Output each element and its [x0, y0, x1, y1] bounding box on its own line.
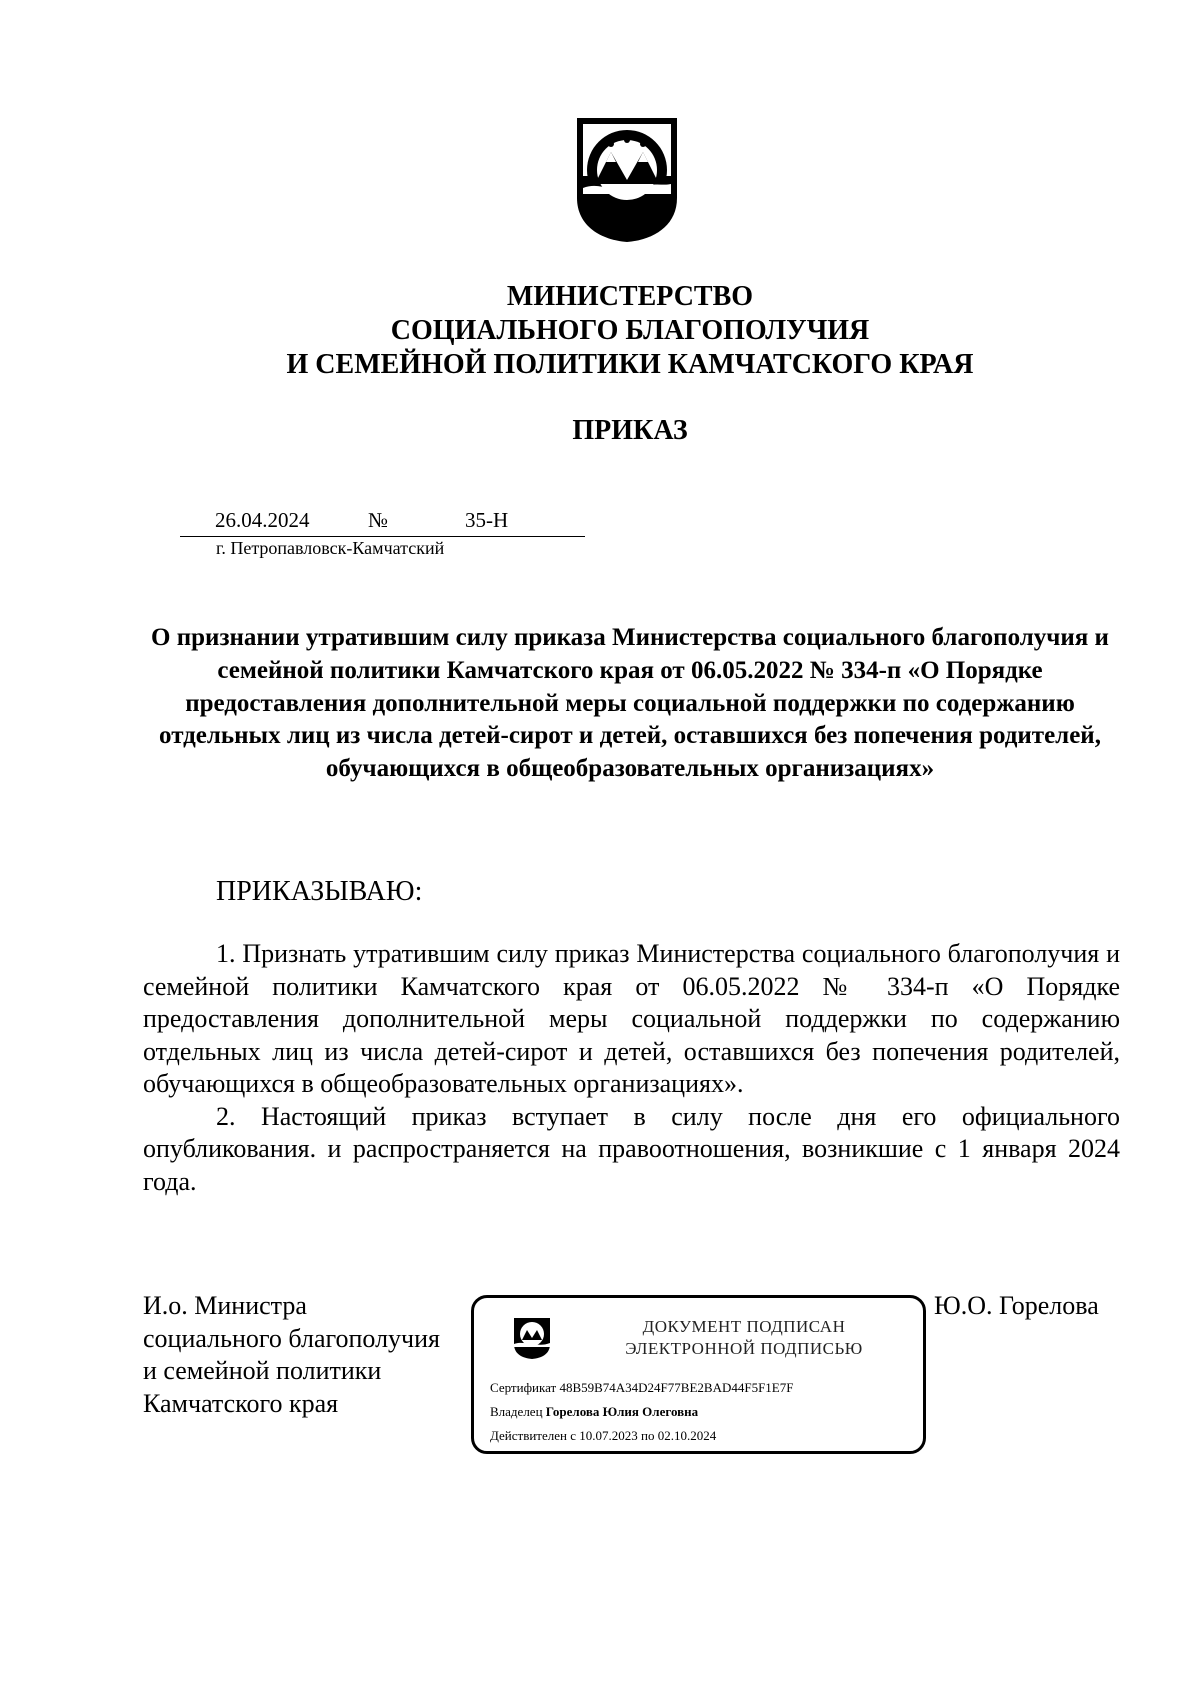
signatory-position	[143, 1290, 440, 1420]
document-title: О признании утратившим силу приказа Министерства социального благополучия и семейной политики Камчатского края от 06.05.2022 № 334-п «О Порядке предоставления дополнительной меры социальной поддержки по содержанию отдельных лиц из числа детей-сирот и детей, оставшихся без попечения родителей, обучающихся в общеобразовательных организациях»	[151, 624, 1109, 783]
stamp-heading-line-1: ДОКУМЕНТ ПОДПИСАН	[642, 1317, 846, 1336]
number-sign: №	[368, 508, 389, 532]
header-line-2: СОЦИАЛЬНОГО БЛАГОПОЛУЧИЯ	[390, 315, 870, 346]
signatory-name: Ю.О. Горелова	[934, 1291, 1099, 1320]
date-number-line	[180, 508, 585, 537]
header-line-3: И СЕМЕЙНОЙ ПОЛИТИКИ КАМЧАТСКОГО КРАЯ	[286, 349, 974, 380]
paragraph-2: 2. Настоящий приказ вступает в силу после дня его официального опубликования. и распространяется на правоотношения, возникшие с 1 января 2024 года.	[143, 1101, 1120, 1196]
stamp-validity-row	[490, 1428, 716, 1444]
valid-to: 02.10.2024	[657, 1428, 717, 1443]
stamp-heading-line-2: ЭЛЕКТРОННОЙ ПОДПИСЬЮ	[625, 1339, 863, 1358]
valid-from: 10.07.2023	[579, 1428, 638, 1443]
stamp-emblem-icon	[510, 1316, 554, 1360]
certificate-label: Сертификат	[490, 1380, 557, 1395]
document-number: 35-Н	[465, 508, 509, 532]
valid-label: Действителен с	[490, 1428, 576, 1443]
signatory-position-line: Камчатского края	[143, 1388, 339, 1418]
owner-value: Горелова Юлия Олеговна	[545, 1404, 699, 1419]
city: г. Петропавловск-Камчатский	[216, 538, 445, 558]
document-type: ПРИКАЗ	[572, 415, 688, 446]
document-date: 26.04.2024	[215, 508, 310, 532]
paragraph-1: 1. Признать утратившим силу приказ Министерства социального благополучия и семейной политики Камчатского края от 06.05.2022 № 334-п «О Порядке предоставления дополнительной меры социальной поддержки по содержанию отдельных лиц из числа детей-сирот и детей, оставшихся без попечения родителей, обучающихся в общеобразовательных организациях».	[143, 939, 1120, 1098]
document-body	[143, 938, 1120, 1198]
owner-label: Владелец	[490, 1404, 543, 1419]
header-line-1: МИНИСТЕРСТВО	[506, 281, 754, 312]
coat-of-arms-icon	[573, 114, 681, 244]
order-word: ПРИКАЗЫВАЮ:	[216, 876, 423, 907]
stamp-owner-row	[490, 1404, 698, 1420]
signatory-position-line: социального благополучия	[143, 1323, 441, 1353]
valid-to-label: по	[641, 1428, 655, 1443]
signatory-position-line: И.о. Министра	[143, 1291, 307, 1320]
ministry-header	[100, 280, 1160, 382]
signatory-position-line: и семейной политики	[143, 1356, 382, 1385]
stamp-heading	[594, 1316, 894, 1360]
stamp-certificate-row	[490, 1380, 793, 1396]
certificate-value: 48B59B74A34D24F77BE2BAD44F5F1E7F	[559, 1380, 794, 1395]
electronic-signature-stamp	[471, 1295, 926, 1454]
